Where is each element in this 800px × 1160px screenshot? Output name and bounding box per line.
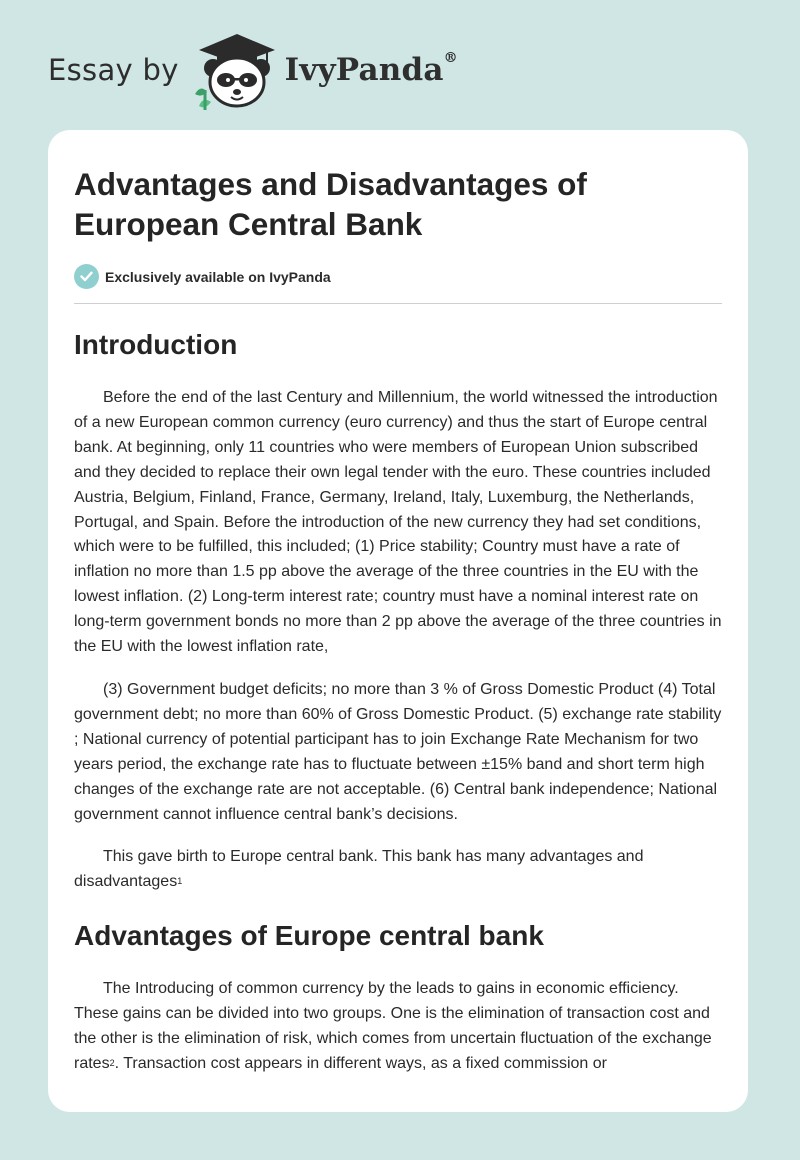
paragraph: (3) Government budget deficits; no more than 3 % of Gross Domestic Product (4) Total government debt; no more than 60% of Gross Domestic Product. (5) exchange rate stability ; National currency of potential participant has to join Exchange Rate Mechanism for two years period, the exchange rate has to fluctuate between ±15% band and short term high changes of the exchange rate are not acceptable. (6) Central bank independence; National government cannot influence central bank’s decisions. (74, 680, 722, 823)
section-heading-advantages: Advantages of Europe central bank (74, 920, 544, 952)
footnote-link[interactable]: 2 (109, 1057, 115, 1068)
paragraph: This gave birth to Europe central bank. This bank has many advantages and disadvantages$^1$ (74, 848, 644, 891)
divider (74, 303, 722, 304)
checkmark-icon (74, 264, 99, 289)
essay-by-label: Essay by (48, 53, 179, 87)
panda-logo-icon[interactable] (191, 30, 283, 110)
section-heading-introduction: Introduction (74, 329, 238, 360)
site-header (48, 30, 458, 110)
article-card (48, 130, 748, 1112)
footnote-link[interactable]: 1 (177, 876, 183, 887)
paragraph: Before the end of the last Century and Millennium, the world witnessed the introduction of a new European common currency (euro currency) and thus the start of Europe central bank. At beginning, only 11 countries who were members of European Union subscribed and they decided to replace their own legal tender with the euro. These countries included Austria, Belgium, Finland, France, Germany, Ireland, Italy, Luxemburg, the Netherlands, Portugal, and Spain. Before the introduction of the new currency they had set conditions, which were to be fulfilled, this included; (1) Price stability; Country must have a rate of inflation no more than 1.5 pp above the average of the three countries in the EU with the lowest inflation. (2) Long-term interest rate; country must have a nominal interest rate on long-term government bonds no more than 2 pp above the average of the three countries in the EU with the lowest inflation rate, (74, 389, 722, 656)
exclusive-badge (74, 264, 722, 289)
exclusive-label: Exclusively available on IvyPanda (105, 268, 331, 285)
paragraph: The Introducing of common currency by the leads to gains in economic efficiency. These gains can be divided into two groups. One is the elimination of transaction cost and the other is the elimination of risk, which comes from uncertain fluctuation of the exchange rates$^2$. Transaction cost appears in different ways, as a fixed commission or (74, 980, 712, 1072)
article-title: Advantages and Disadvantages of European Central Bank (74, 166, 587, 242)
brand-name[interactable]: IvyPanda® (284, 50, 458, 88)
